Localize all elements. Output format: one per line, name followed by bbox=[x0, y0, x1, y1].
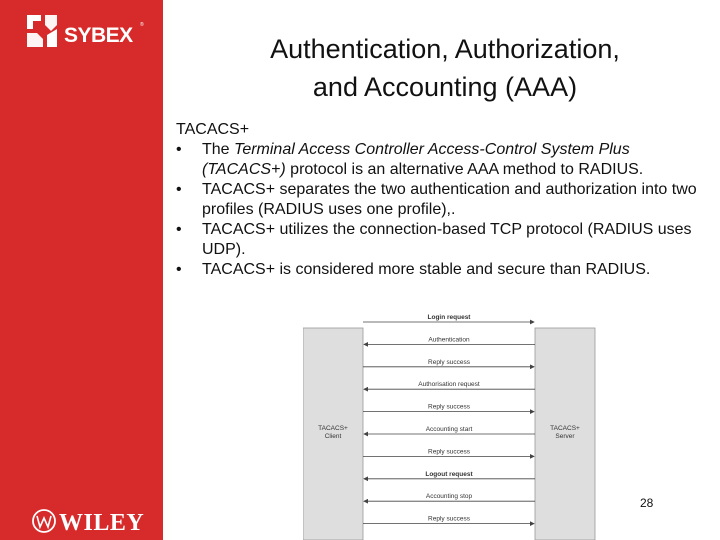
message-label: Reply success bbox=[428, 403, 470, 411]
message-label: Accounting start bbox=[425, 426, 473, 433]
bullet-symbol: • bbox=[176, 141, 182, 158]
bullet-item bbox=[176, 180, 716, 220]
tacacs-sequence-diagram bbox=[303, 308, 633, 540]
bullet-list bbox=[176, 140, 716, 280]
bullet-text: TACACS+ utilizes the connection-based TCP protocol (RADIUS uses UDP). bbox=[202, 221, 692, 258]
bullet-text-suffix: protocol is an alternative AAA method to RADIUS. bbox=[285, 161, 644, 178]
svg-text:®: ® bbox=[140, 22, 144, 28]
brand-sidebar bbox=[0, 0, 163, 540]
message-label: Accounting stop bbox=[425, 493, 473, 501]
section-heading: TACACS+ bbox=[176, 121, 250, 138]
bullet-symbol: • bbox=[176, 261, 182, 278]
slide-title-line2: and Accounting (AAA) bbox=[312, 72, 578, 102]
bullet-symbol: • bbox=[176, 181, 182, 198]
slide-title-line1: Authentication, Authorization, bbox=[270, 34, 620, 64]
bullet-item bbox=[176, 220, 716, 260]
server-label-line2: Server bbox=[555, 433, 575, 440]
bullet-text: TACACS+ separates the two authentication and authorization into two profiles (RADIUS uses one profile),. bbox=[202, 181, 697, 218]
bullet-text-italic: Terminal Access Controller Access-Control System Plus (TACACS+) bbox=[202, 141, 630, 178]
wiley-logo bbox=[30, 505, 170, 537]
wiley-logo-text: WILEY bbox=[59, 510, 145, 536]
message-label: Reply success bbox=[428, 448, 470, 456]
sybex-logo bbox=[24, 12, 148, 50]
message-label: Reply success bbox=[428, 515, 470, 523]
slide-content bbox=[176, 120, 716, 280]
sybex-logo-text: SYBEX bbox=[64, 24, 133, 47]
client-label-line1: TACACS+ bbox=[318, 425, 348, 432]
bullet-text-prefix: The bbox=[202, 141, 235, 158]
bullet-text: TACACS+ is considered more stable and secure than RADIUS. bbox=[202, 261, 651, 278]
slide-title bbox=[170, 30, 720, 106]
bullet-item bbox=[176, 260, 716, 280]
message-label: Login request bbox=[427, 314, 471, 321]
page-number: 28 bbox=[640, 496, 654, 510]
message-label: Authorisation request bbox=[418, 381, 480, 389]
client-label-line2: Client bbox=[324, 433, 342, 440]
message-label: Reply success bbox=[428, 358, 470, 366]
bullet-symbol: • bbox=[176, 221, 182, 238]
server-label-line1: TACACS+ bbox=[550, 425, 580, 432]
message-arrows bbox=[363, 314, 535, 524]
bullet-item bbox=[176, 140, 716, 180]
message-label: Authentication bbox=[428, 336, 470, 344]
message-label: Logout request bbox=[425, 470, 473, 478]
